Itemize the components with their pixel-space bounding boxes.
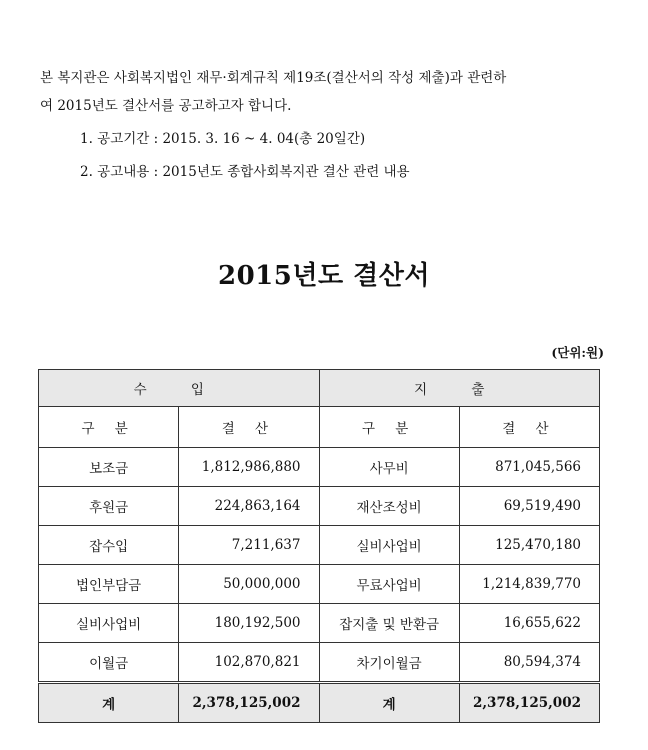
expense-amount: 871,045,566	[459, 448, 599, 487]
expense-amount: 69,519,490	[459, 487, 599, 526]
income-amount: 102,870,821	[179, 643, 319, 683]
income-amount: 7,211,637	[179, 526, 319, 565]
notice-item-content: 2. 공고내용 : 2015년도 종합사회복지관 결산 관련 내용	[80, 164, 410, 180]
expense-label: 차기이월금	[319, 643, 459, 683]
expense-label: 잡지출 및 반환금	[319, 604, 459, 643]
income-label: 보조금	[39, 448, 179, 487]
expense-total-label: 계	[319, 683, 459, 723]
income-label: 잡수입	[39, 526, 179, 565]
income-total-label: 계	[39, 683, 179, 723]
expense-label: 실비사업비	[319, 526, 459, 565]
income-header: 수 입	[39, 370, 320, 407]
expense-amount: 1,214,839,770	[459, 565, 599, 604]
income-label: 이월금	[39, 643, 179, 683]
table-header-row	[39, 370, 600, 407]
income-label: 실비사업비	[39, 604, 179, 643]
income-category-header: 구 분	[39, 407, 179, 448]
notice-line-2: 여 2015년도 결산서를 공고하고자 합니다.	[40, 98, 292, 114]
income-amount: 50,000,000	[179, 565, 319, 604]
document-title: 2015년도 결산서	[218, 261, 430, 291]
table-row	[39, 604, 600, 643]
table-row	[39, 487, 600, 526]
expense-label: 사무비	[319, 448, 459, 487]
expense-amount: 125,470,180	[459, 526, 599, 565]
income-amount: 180,192,500	[179, 604, 319, 643]
notice-item-period: 1. 공고기간 : 2015. 3. 16 ~ 4. 04(총 20일간)	[80, 131, 366, 147]
expense-total-amount: 2,378,125,002	[459, 683, 599, 723]
income-amount: 1,812,986,880	[179, 448, 319, 487]
table-row	[39, 643, 600, 683]
settlement-table	[38, 369, 600, 723]
expense-label: 무료사업비	[319, 565, 459, 604]
income-label: 후원금	[39, 487, 179, 526]
income-amount: 224,863,164	[179, 487, 319, 526]
income-total-amount: 2,378,125,002	[179, 683, 319, 723]
table-row	[39, 565, 600, 604]
income-label: 법인부담금	[39, 565, 179, 604]
expense-amount-header: 결 산	[459, 407, 599, 448]
table-row	[39, 448, 600, 487]
table-row	[39, 526, 600, 565]
unit-label: (단위:원)	[551, 345, 604, 360]
table-subheader-row	[39, 407, 600, 448]
income-amount-header: 결 산	[179, 407, 319, 448]
expense-amount: 16,655,622	[459, 604, 599, 643]
expense-amount: 80,594,374	[459, 643, 599, 683]
total-row	[39, 683, 600, 723]
notice-line-1: 본 복지관은 사회복지법인 재무·회계규칙 제19조(결산서의 작성 제출)과 관련하	[40, 70, 507, 86]
expense-header: 지 출	[319, 370, 600, 407]
expense-category-header: 구 분	[319, 407, 459, 448]
expense-label: 재산조성비	[319, 487, 459, 526]
